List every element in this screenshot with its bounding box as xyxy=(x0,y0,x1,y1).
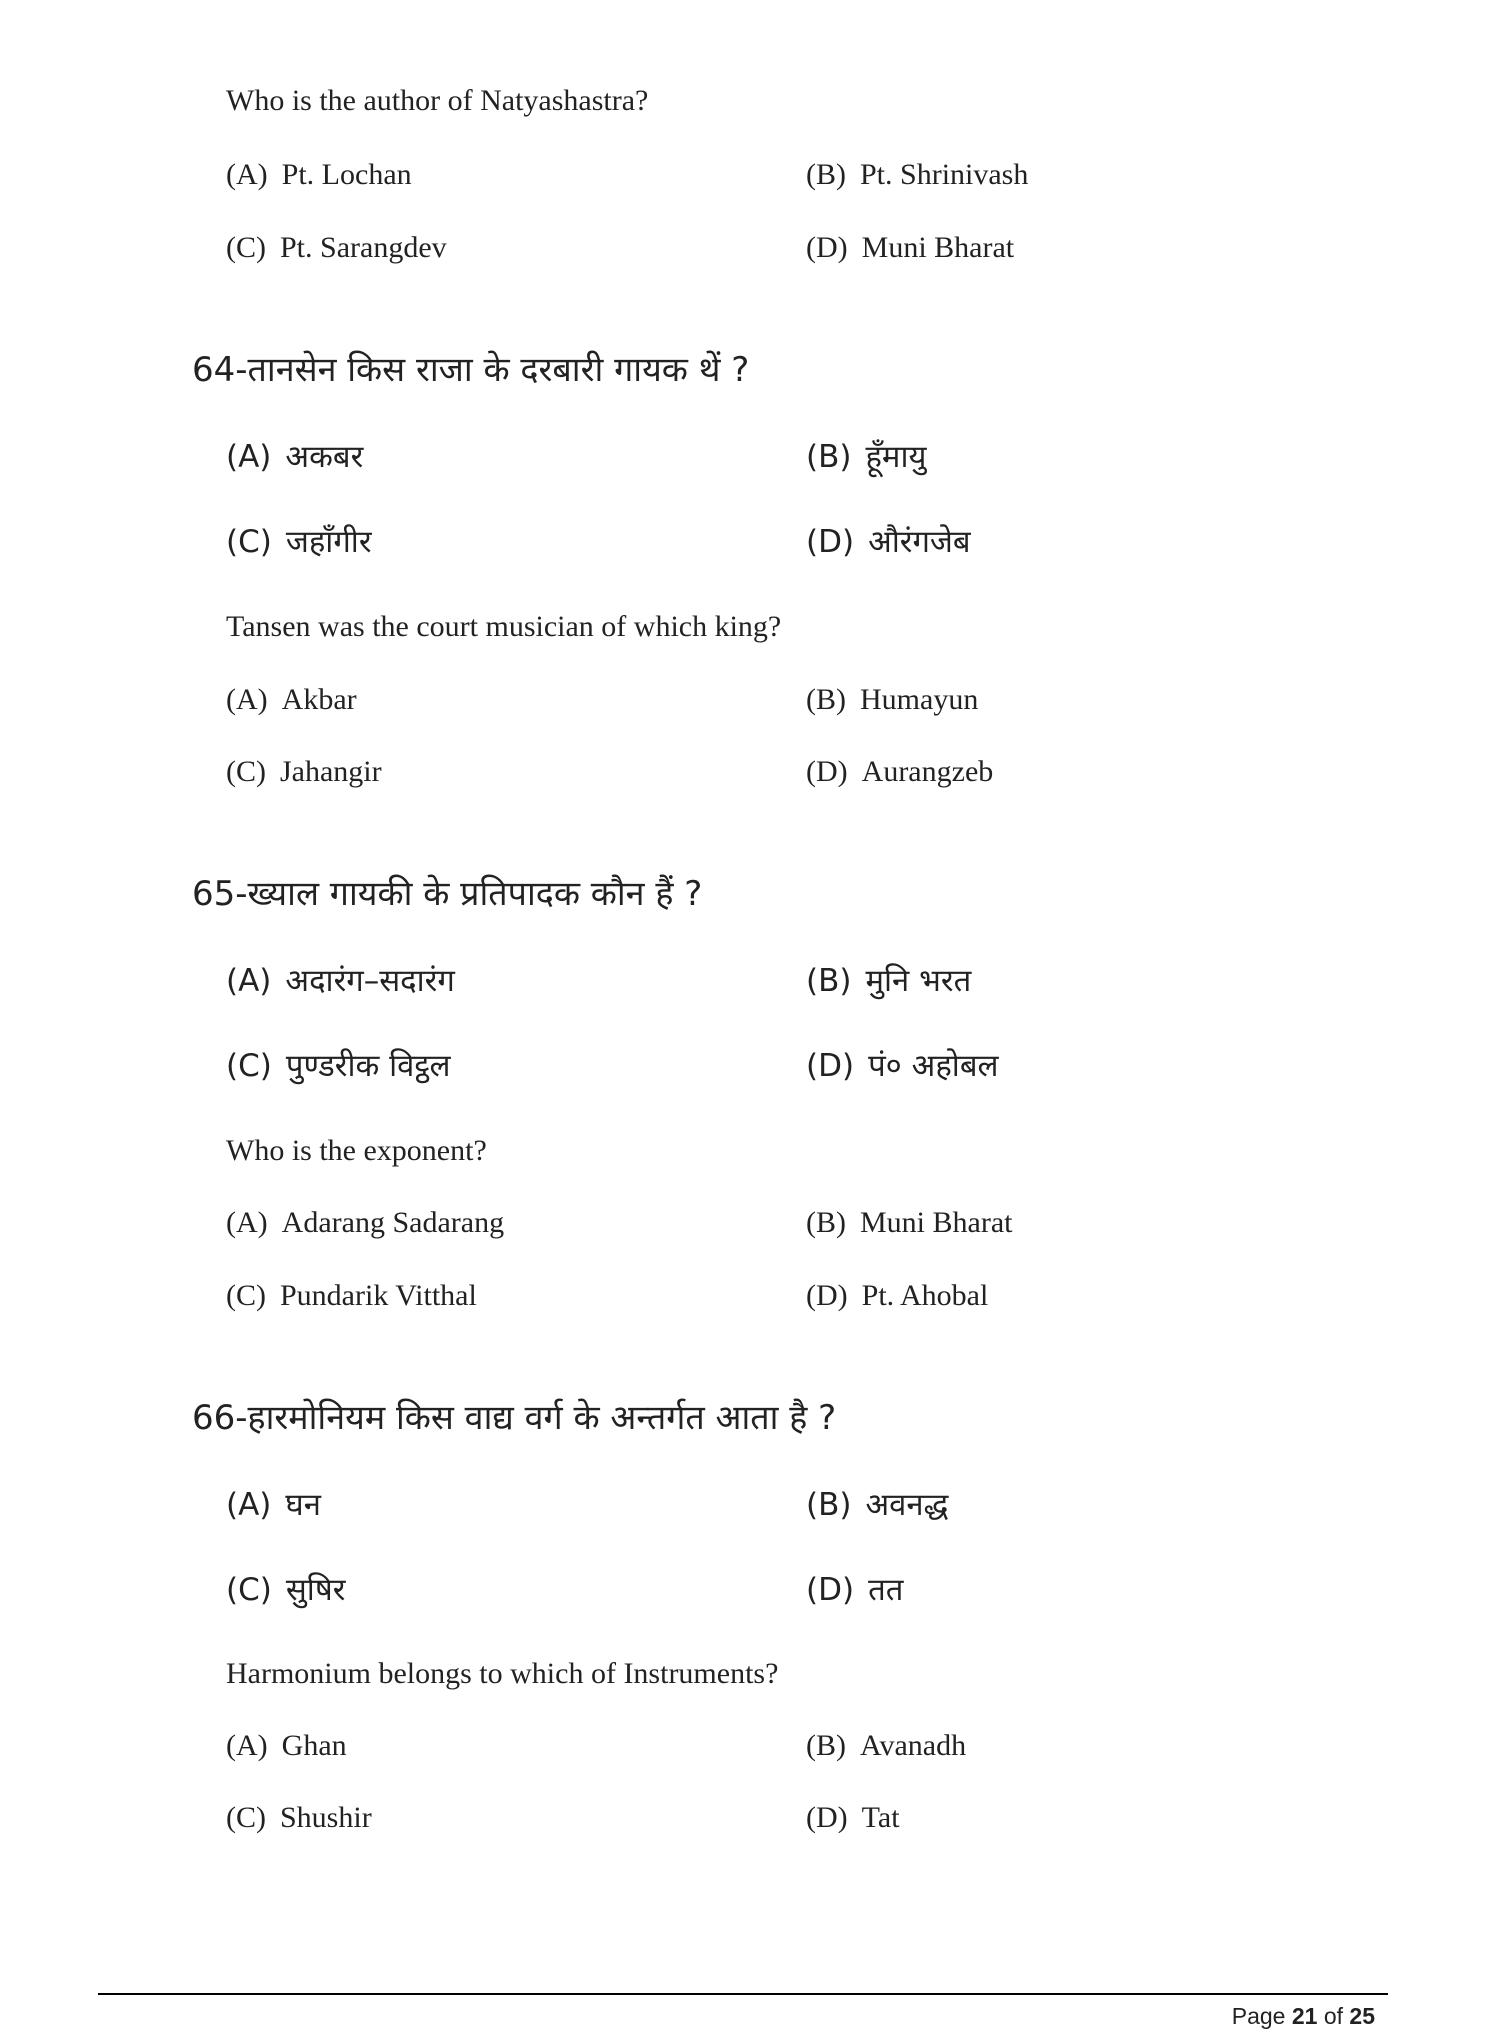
q66-hindi-option-b: (B) अवनद्ध xyxy=(806,1487,949,1523)
q65-hindi-option-c: (C) पुण्डरीक विट्ठल xyxy=(226,1048,451,1084)
q63-option-d: (D) Muni Bharat xyxy=(806,231,1015,264)
q65-option-b: (B) Muni Bharat xyxy=(806,1206,1013,1239)
footer-divider xyxy=(98,1993,1388,1995)
q66-option-c: (C) Shushir xyxy=(226,1801,372,1834)
q65-option-c: (C) Pundarik Vitthal xyxy=(226,1279,477,1312)
q65-english-question: Who is the exponent? xyxy=(226,1134,487,1167)
q66-hindi-option-d: (D) तत xyxy=(806,1572,904,1608)
q66-english-question: Harmonium belongs to which of Instruments? xyxy=(226,1657,779,1690)
q65-hindi-option-a: (A) अदारंग–सदारंग xyxy=(226,963,455,999)
q64-option-a: (A) Akbar xyxy=(226,683,357,716)
q63-option-c: (C) Pt. Sarangdev xyxy=(226,231,447,264)
q66-option-b: (B) Avanadh xyxy=(806,1729,967,1762)
q64-english-question: Tansen was the court musician of which king? xyxy=(226,610,782,643)
q64-option-c: (C) Jahangir xyxy=(226,755,382,788)
q63-english-question: Who is the author of Natyashastra? xyxy=(226,84,649,117)
q66-hindi-option-c: (C) सुषिर xyxy=(226,1572,346,1608)
q64-hindi-option-a: (A) अकबर xyxy=(226,439,364,475)
q63-option-a: (A) Pt. Lochan xyxy=(226,158,412,191)
q64-option-b: (B) Humayun xyxy=(806,683,979,716)
q65-hindi-option-d: (D) पं० अहोबल xyxy=(806,1048,999,1084)
q64-option-d: (D) Aurangzeb xyxy=(806,755,994,788)
q64-hindi-option-d: (D) औरंगजेब xyxy=(806,524,971,560)
q65-option-a: (A) Adarang Sadarang xyxy=(226,1206,505,1239)
page-number: Page 21 of 25 xyxy=(1231,2003,1375,2029)
q64-hindi-option-c: (C) जहाँगीर xyxy=(226,524,372,560)
q66-option-d: (D) Tat xyxy=(806,1801,900,1834)
q64-hindi-question: 64-तानसेन किस राजा के दरबारी गायक थें ? xyxy=(192,350,750,390)
q63-option-b: (B) Pt. Shrinivash xyxy=(806,158,1029,191)
q65-option-d: (D) Pt. Ahobal xyxy=(806,1279,989,1312)
q66-option-a: (A) Ghan xyxy=(226,1729,347,1762)
q66-hindi-option-a: (A) घन xyxy=(226,1487,321,1523)
q64-hindi-option-b: (B) हूँमायु xyxy=(806,439,927,475)
q65-hindi-question: 65-ख्याल गायकी के प्रतिपादक कौन हैं ? xyxy=(192,874,703,914)
q66-hindi-question: 66-हारमोनियम किस वाद्य वर्ग के अन्तर्गत आता है ? xyxy=(192,1398,837,1438)
q65-hindi-option-b: (B) मुनि भरत xyxy=(806,963,972,999)
